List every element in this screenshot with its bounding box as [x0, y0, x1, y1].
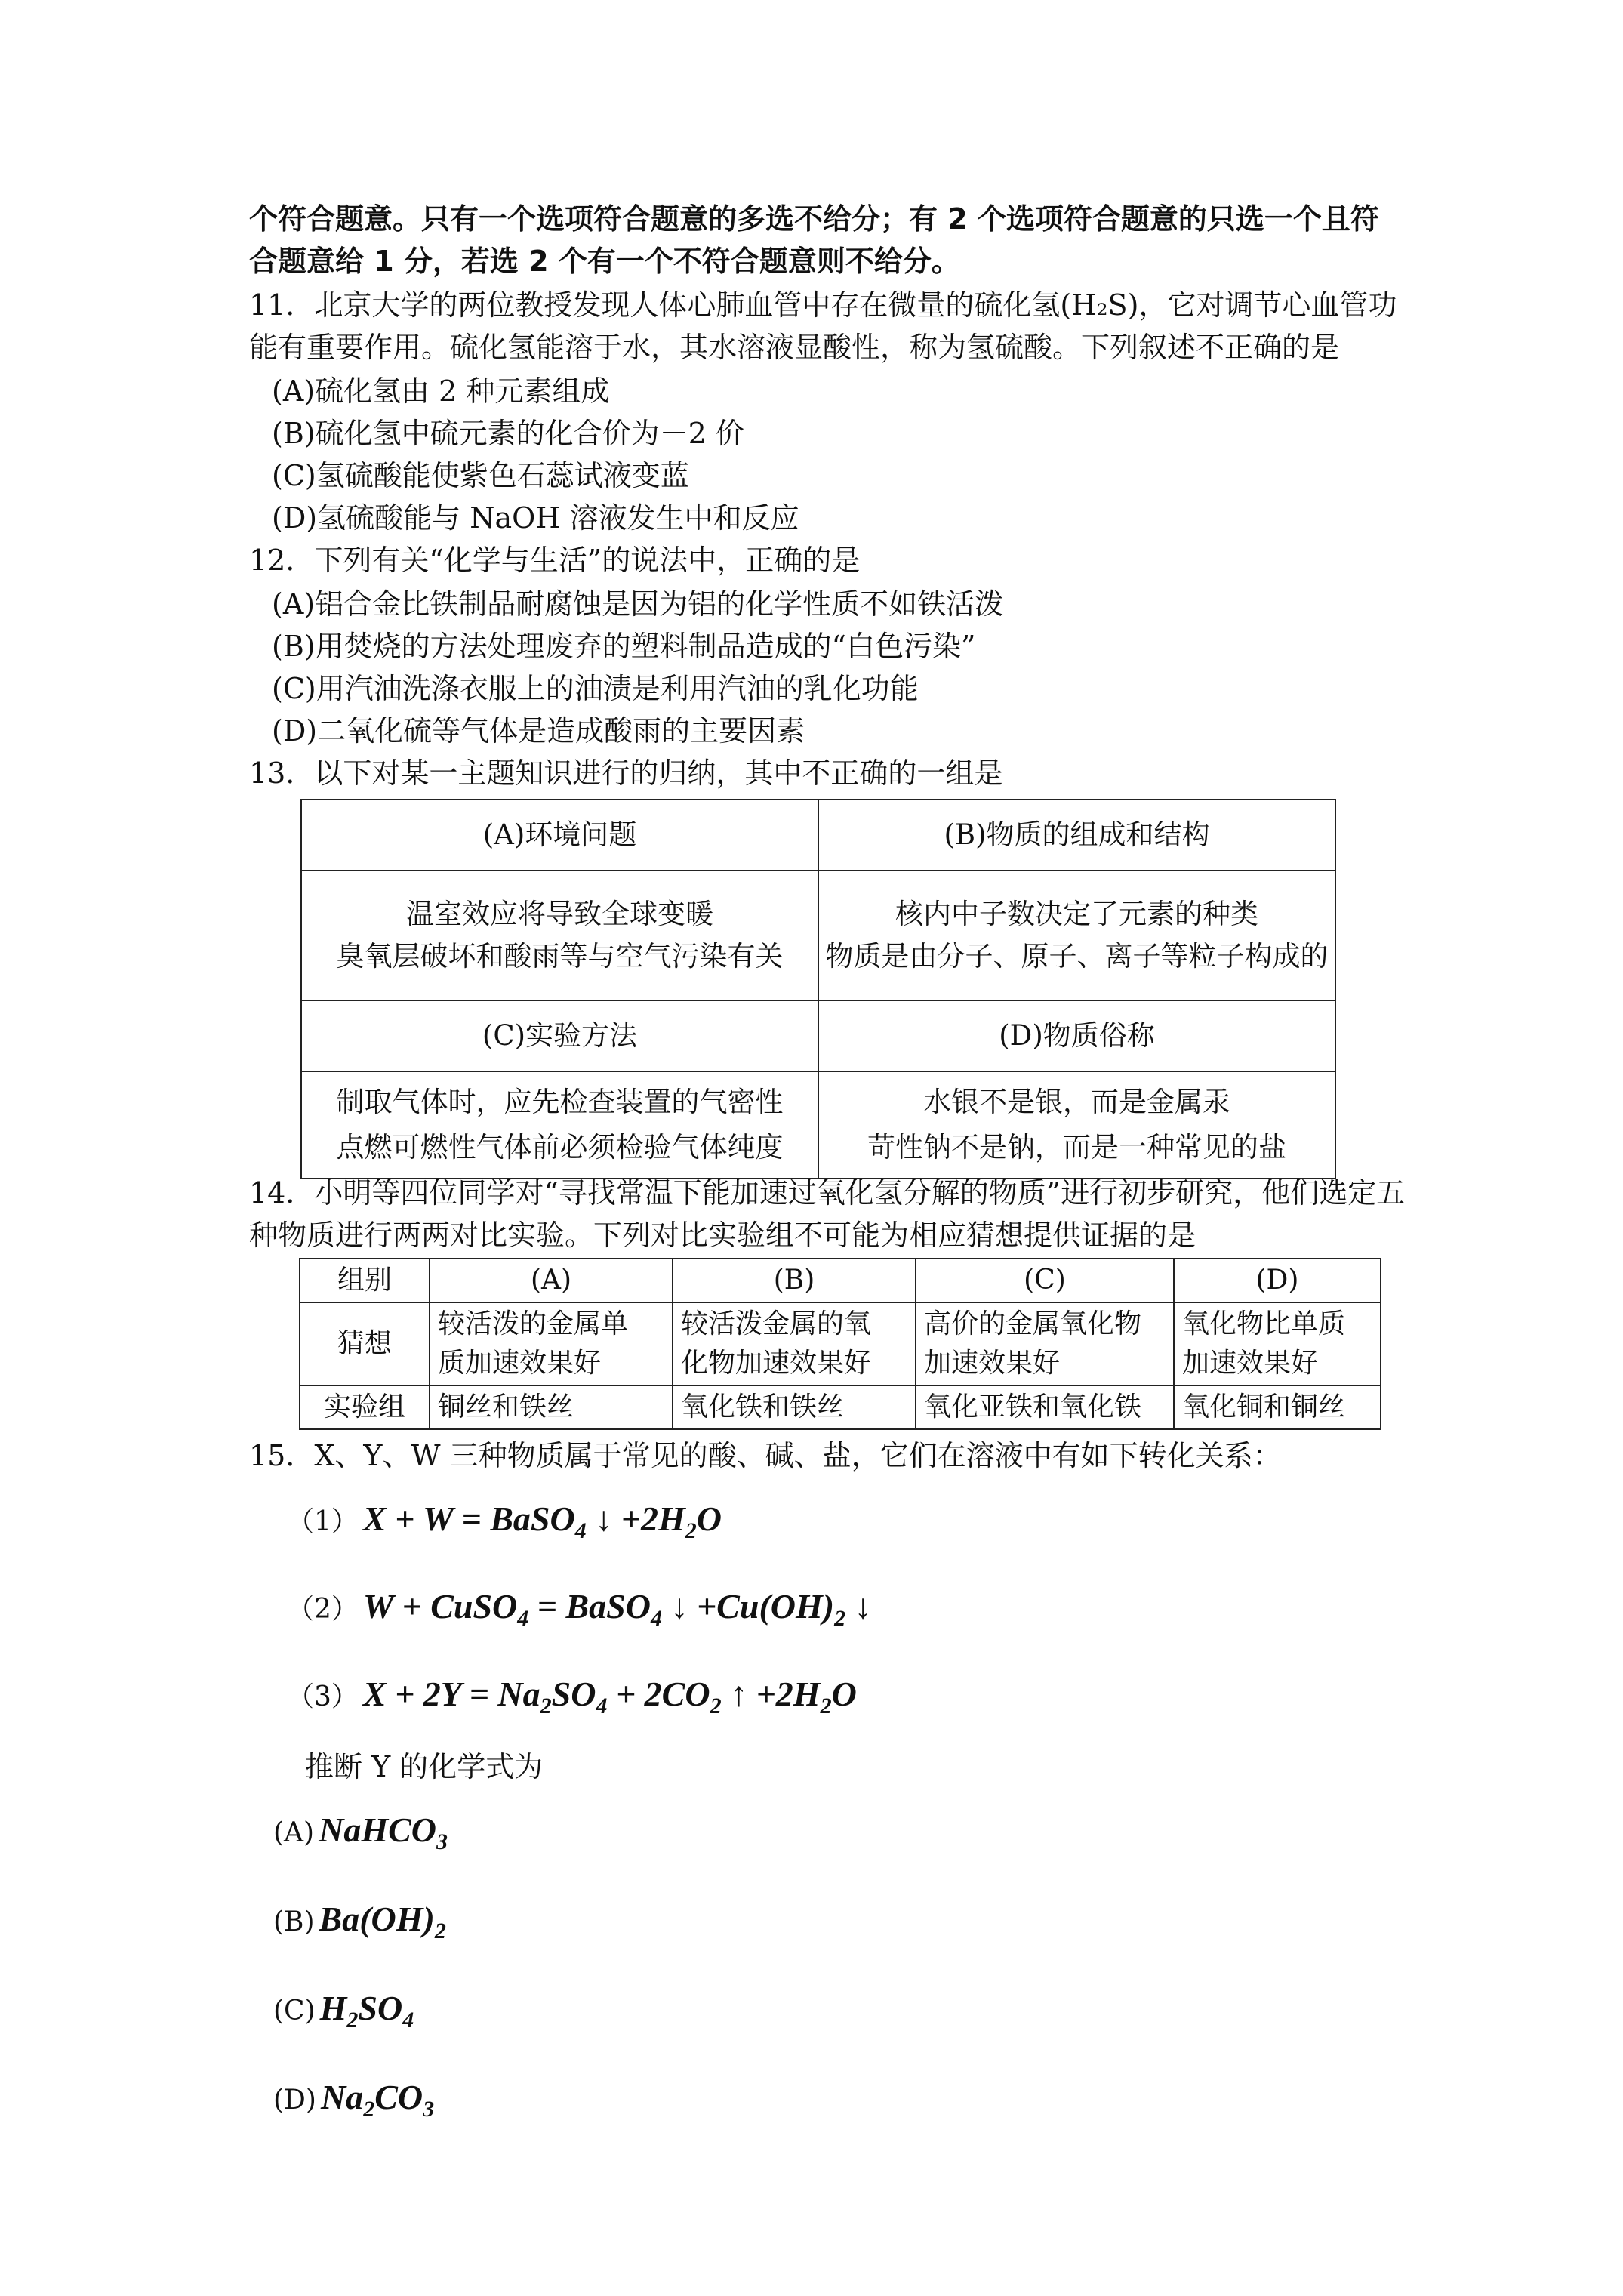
- q14-guess-row: [300, 1302, 1381, 1385]
- q13-b-line-1: 核内中子数决定了元素的种类: [895, 898, 1258, 930]
- q13-header-a: (A)环境问题: [301, 800, 818, 871]
- q15-equation-1: （1） X + W = BaSO$_4$ ↓ $+2H_2O$: [287, 1499, 722, 1543]
- q15-option-c-label: (C): [273, 1996, 316, 2026]
- q15-eq1-number: （1）: [287, 1506, 359, 1537]
- q13-cell-b: [818, 871, 1335, 1000]
- q14-experiment-label: 实验组: [300, 1385, 430, 1429]
- q14-guess-c-line-2: 加速效果好: [924, 1348, 1061, 1379]
- q14-experiment-d: 氧化铜和铜丝: [1174, 1385, 1381, 1429]
- instructions-line-2: 合题意给 1 分，若选 2 个有一个不符合题意则不给分。: [249, 245, 960, 278]
- q14-guess-b-line-2: 化物加速效果好: [681, 1348, 872, 1379]
- q14-table: [299, 1258, 1381, 1430]
- q11-option-c: (C)氢硫酸能使紫色石蕊试液变蓝: [272, 459, 689, 492]
- q15-stem: 15．X、Y、W 三种物质属于常见的酸、碱、盐，它们在溶液中有如下转化关系：: [249, 1439, 1282, 1472]
- q13-d-line-2: 苛性钠不是钠，而是一种常见的盐: [867, 1131, 1286, 1163]
- q12-option-a: (A)铝合金比铁制品耐腐蚀是因为铝的化学性质不如铁活泼: [272, 587, 1004, 621]
- q14-experiment-row: [300, 1385, 1381, 1429]
- q14-stem-line-1: 14．小明等四位同学对“寻找常温下能加速过氧化氢分解的物质”进行初步研究，他们选定五: [249, 1176, 1406, 1210]
- q14-guess-label: 猜想: [300, 1302, 430, 1385]
- q13-header-c: (C)实验方法: [301, 1000, 818, 1071]
- q13-cell-c: [301, 1071, 818, 1179]
- q14-guess-a-line-1: 较活泼的金属单: [438, 1308, 629, 1339]
- q11-option-b: (B)硫化氢中硫元素的化合价为－2 价: [272, 417, 744, 450]
- q13-c-line-1: 制取气体时，应先检查装置的气密性: [336, 1086, 784, 1118]
- q15-option-b: (B) $Ba(OH)_2$: [273, 1900, 446, 1943]
- q14-header-group: 组别: [300, 1259, 430, 1302]
- q13-a-line-1: 温室效应将导致全球变暖: [406, 898, 713, 930]
- q12-stem: 12．下列有关“化学与生活”的说法中，正确的是: [249, 544, 861, 577]
- q13-cell-a: [301, 871, 818, 1000]
- q13-header-d: (D)物质俗称: [818, 1000, 1335, 1071]
- q14-guess-a: [430, 1302, 673, 1385]
- q14-header-c: (C): [916, 1259, 1174, 1302]
- q13-a-line-2: 臭氧层破坏和酸雨等与空气污染有关: [336, 940, 784, 972]
- q13-table: [300, 799, 1336, 1179]
- q12-option-d: (D)二氧化硫等气体是造成酸雨的主要因素: [272, 714, 805, 747]
- q14-header-row: [300, 1259, 1381, 1302]
- q12-option-c: (C)用汽油洗涤衣服上的油渍是利用汽油的乳化功能: [272, 672, 919, 705]
- q14-guess-b-line-1: 较活泼金属的氧: [681, 1308, 872, 1339]
- q14-guess-d-line-1: 氧化物比单质: [1182, 1308, 1346, 1339]
- q15-option-b-label: (B): [273, 1906, 315, 1937]
- q14-guess-b: [673, 1302, 916, 1385]
- q14-experiment-b: 氧化铁和铁丝: [673, 1385, 916, 1429]
- q14-experiment-a: 铜丝和铁丝: [430, 1385, 673, 1429]
- q14-stem-line-2: 种物质进行两两对比实验。下列对比实验组不可能为相应猜想提供证据的是: [249, 1219, 1196, 1252]
- q15-infer-text: 推断 Y 的化学式为: [305, 1750, 544, 1783]
- q11-option-d: (D)氢硫酸能与 NaOH 溶液发生中和反应: [272, 501, 799, 535]
- q15-option-d-label: (D): [273, 2085, 316, 2116]
- q12-option-b: (B)用焚烧的方法处理废弃的塑料制品造成的“白色污染”: [272, 630, 976, 663]
- q14-guess-a-line-2: 质加速效果好: [438, 1348, 602, 1379]
- q15-option-a-label: (A): [273, 1817, 315, 1848]
- q14-guess-d-line-2: 加速效果好: [1182, 1348, 1319, 1379]
- q14-guess-c-line-1: 高价的金属氧化物: [924, 1308, 1142, 1339]
- q15-equation-3: （3） $X + 2Y = Na_2SO_4 + 2CO_2$ ↑ $+2H_2O$: [287, 1675, 857, 1718]
- q13-cell-d: [818, 1071, 1335, 1179]
- q15-option-c: (C) $H_2SO_4$: [273, 1989, 414, 2032]
- instructions-line-1: 个符合题意。只有一个选项符合题意的多选不给分；有 2 个选项符合题意的只选一个且符: [249, 202, 1379, 236]
- q14-experiment-c: 氧化亚铁和氧化铁: [916, 1385, 1174, 1429]
- q11-option-a: (A)硫化氢由 2 种元素组成: [272, 374, 610, 408]
- q14-guess-c: [916, 1302, 1174, 1385]
- q15-eq2-number: （2）: [287, 1594, 359, 1625]
- q15-eq3-number: （3）: [287, 1681, 359, 1712]
- q14-header-a: (A): [430, 1259, 673, 1302]
- q13-c-line-2: 点燃可燃性气体前必须检验气体纯度: [336, 1131, 784, 1163]
- q11-stem-line-1: 11．北京大学的两位教授发现人体心肺血管中存在微量的硫化氢(H₂S)，它对调节心血管功: [249, 288, 1397, 322]
- q15-equation-2: （2） W + CuSO$_4$ = BaSO$_4$ ↓ $+Cu(OH)_2$ ↓: [287, 1587, 872, 1631]
- q14-header-b: (B): [673, 1259, 916, 1302]
- q13-stem: 13．以下对某一主题知识进行的归纳，其中不正确的一组是: [249, 757, 1003, 790]
- q14-header-d: (D): [1174, 1259, 1381, 1302]
- q13-header-b: (B)物质的组成和结构: [818, 800, 1335, 871]
- q15-option-a: (A) NaHCO$_3$: [273, 1811, 448, 1854]
- q13-b-line-2: 物质是由分子、原子、离子等粒子构成的: [825, 940, 1329, 972]
- q15-option-d: (D) $Na_2CO_3$: [273, 2078, 435, 2122]
- q13-d-line-1: 水银不是银，而是金属汞: [923, 1086, 1230, 1118]
- q11-stem-line-2: 能有重要作用。硫化氢能溶于水，其水溶液显酸性，称为氢硫酸。下列叙述不正确的是: [249, 331, 1340, 364]
- q14-guess-d: [1174, 1302, 1381, 1385]
